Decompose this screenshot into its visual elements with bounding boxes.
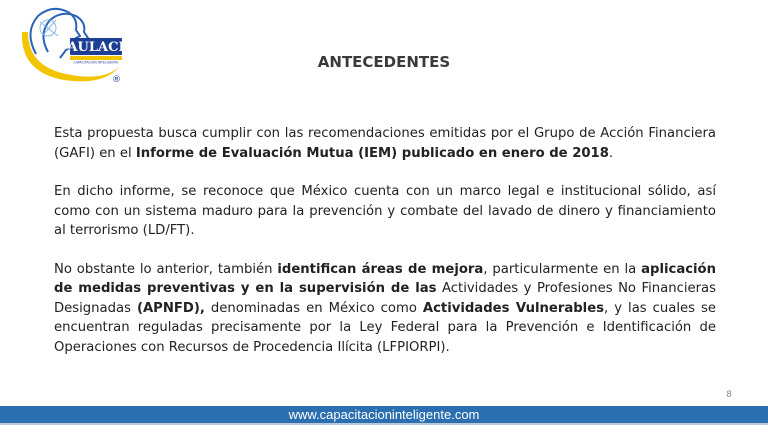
text-run: , y las cuales se encuentran reguladas precisamente por la Ley Federal para la Prevención e Identificación de Operaciones con Recursos de Procedencia Ilícita (LFPIORPI). bbox=[54, 300, 716, 355]
slide-content bbox=[54, 124, 716, 376]
footer-line bbox=[0, 423, 768, 425]
footer-url[interactable]: www.capacitacioninteligente.com bbox=[288, 407, 480, 422]
paragraph bbox=[54, 124, 716, 163]
logo-subtext: CAPACITACIÓN INTELIGENTE bbox=[73, 60, 119, 65]
slide-title: ANTECEDENTES bbox=[317, 53, 451, 71]
text-run: Esta propuesta busca cumplir con las recomendaciones emitidas por el Grupo de Acción Financiera (GAFI) en el bbox=[54, 126, 716, 161]
aulaci-logo bbox=[14, 2, 132, 86]
bold-text: Actividades Vulnerables bbox=[422, 300, 604, 316]
bold-text: aplicación de medidas preventivas y en la supervisión de las bbox=[54, 261, 717, 296]
registered-mark: ® bbox=[112, 75, 121, 85]
bold-text: identifican áreas de mejora bbox=[277, 261, 484, 277]
text-run: . bbox=[608, 145, 614, 161]
bold-text: Informe de Evaluación Mutua (IEM) publicado en enero de 2018 bbox=[135, 145, 609, 161]
text-run: En dicho informe, se reconoce que México cuenta con un marco legal e institucional sólido, así como con un sistema maduro para la prevención y combate del lavado de dinero y financiamiento al terrorismo (LD/FT). bbox=[54, 184, 716, 238]
paragraph bbox=[54, 182, 716, 241]
bold-text: (APNFD), bbox=[136, 300, 205, 316]
paragraph bbox=[54, 260, 716, 358]
text-run: Actividades y Profesiones No Financieras Designadas bbox=[54, 281, 716, 316]
page-number: 8 bbox=[726, 390, 732, 400]
logo-text: AULACI bbox=[67, 40, 125, 55]
text-run: No obstante lo anterior, también bbox=[54, 261, 278, 277]
text-run: denominadas en México como bbox=[204, 300, 423, 316]
text-run: , particularmente en la bbox=[483, 261, 642, 277]
